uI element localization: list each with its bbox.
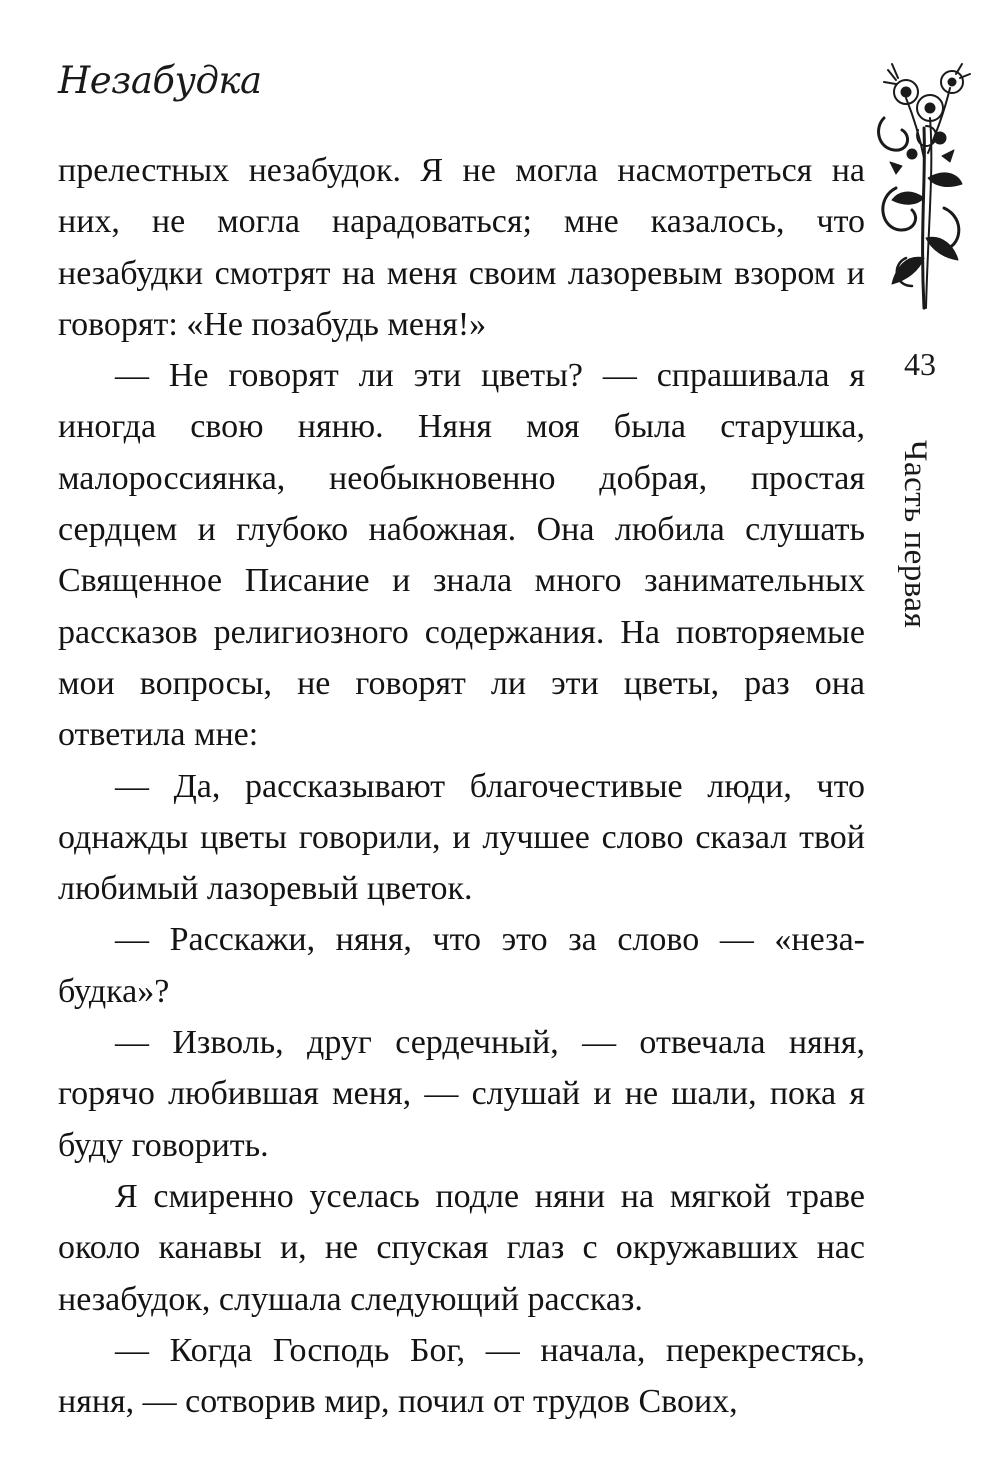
flower-bouquet-icon xyxy=(866,58,978,316)
body-text xyxy=(58,145,865,1427)
paragraph: прелестных незабудок. Я не могла насмотреться на них, не могла нарадоваться; мне казалось, что незабудки смотрят на меня своим лазоревым взором и говорят: «Не позабудь меня!» xyxy=(58,152,865,343)
paragraph: Я смиренно уселась подле няни на мягкой траве около канавы и, не спуская глаз с окружавших нас незабудок, слушала следующий рассказ. xyxy=(58,1177,865,1318)
paragraph: — Расскажи, няня, что это за слово — «незабудка»? xyxy=(58,921,865,1010)
paragraph: — Да, рассказывают благочестивые люди, что однажды цветы говорили, и лучшее слово сказал твой любимый лазоревый цветок. xyxy=(58,767,865,908)
paragraph: — Не говорят ли эти цветы? — спрашивала я иногда свою няню. Няня моя была старушка, малороссиянка, необыкновенно добрая, простая сердцем и глубоко набожная. Она любила слушать Священное Писание и знала много занимательных рассказов религиозного содержания. На повторяемые мои вопросы, не говорят ли эти цветы, раз она ответила мне: xyxy=(58,357,865,754)
running-title: Незабудка xyxy=(58,59,262,102)
paragraph: — Изволь, друг сердечный, — отвечала няня, горячо любившая меня, — слушай и не шали, пока я буду говорить. xyxy=(58,1024,865,1164)
section-label: Часть первая xyxy=(897,440,933,629)
page-number: 43 xyxy=(904,346,936,382)
paragraph: — Когда Господь Бог, — начала, перекрестясь, няня, — сотворив мир, почил от трудов Своих, xyxy=(58,1331,865,1421)
